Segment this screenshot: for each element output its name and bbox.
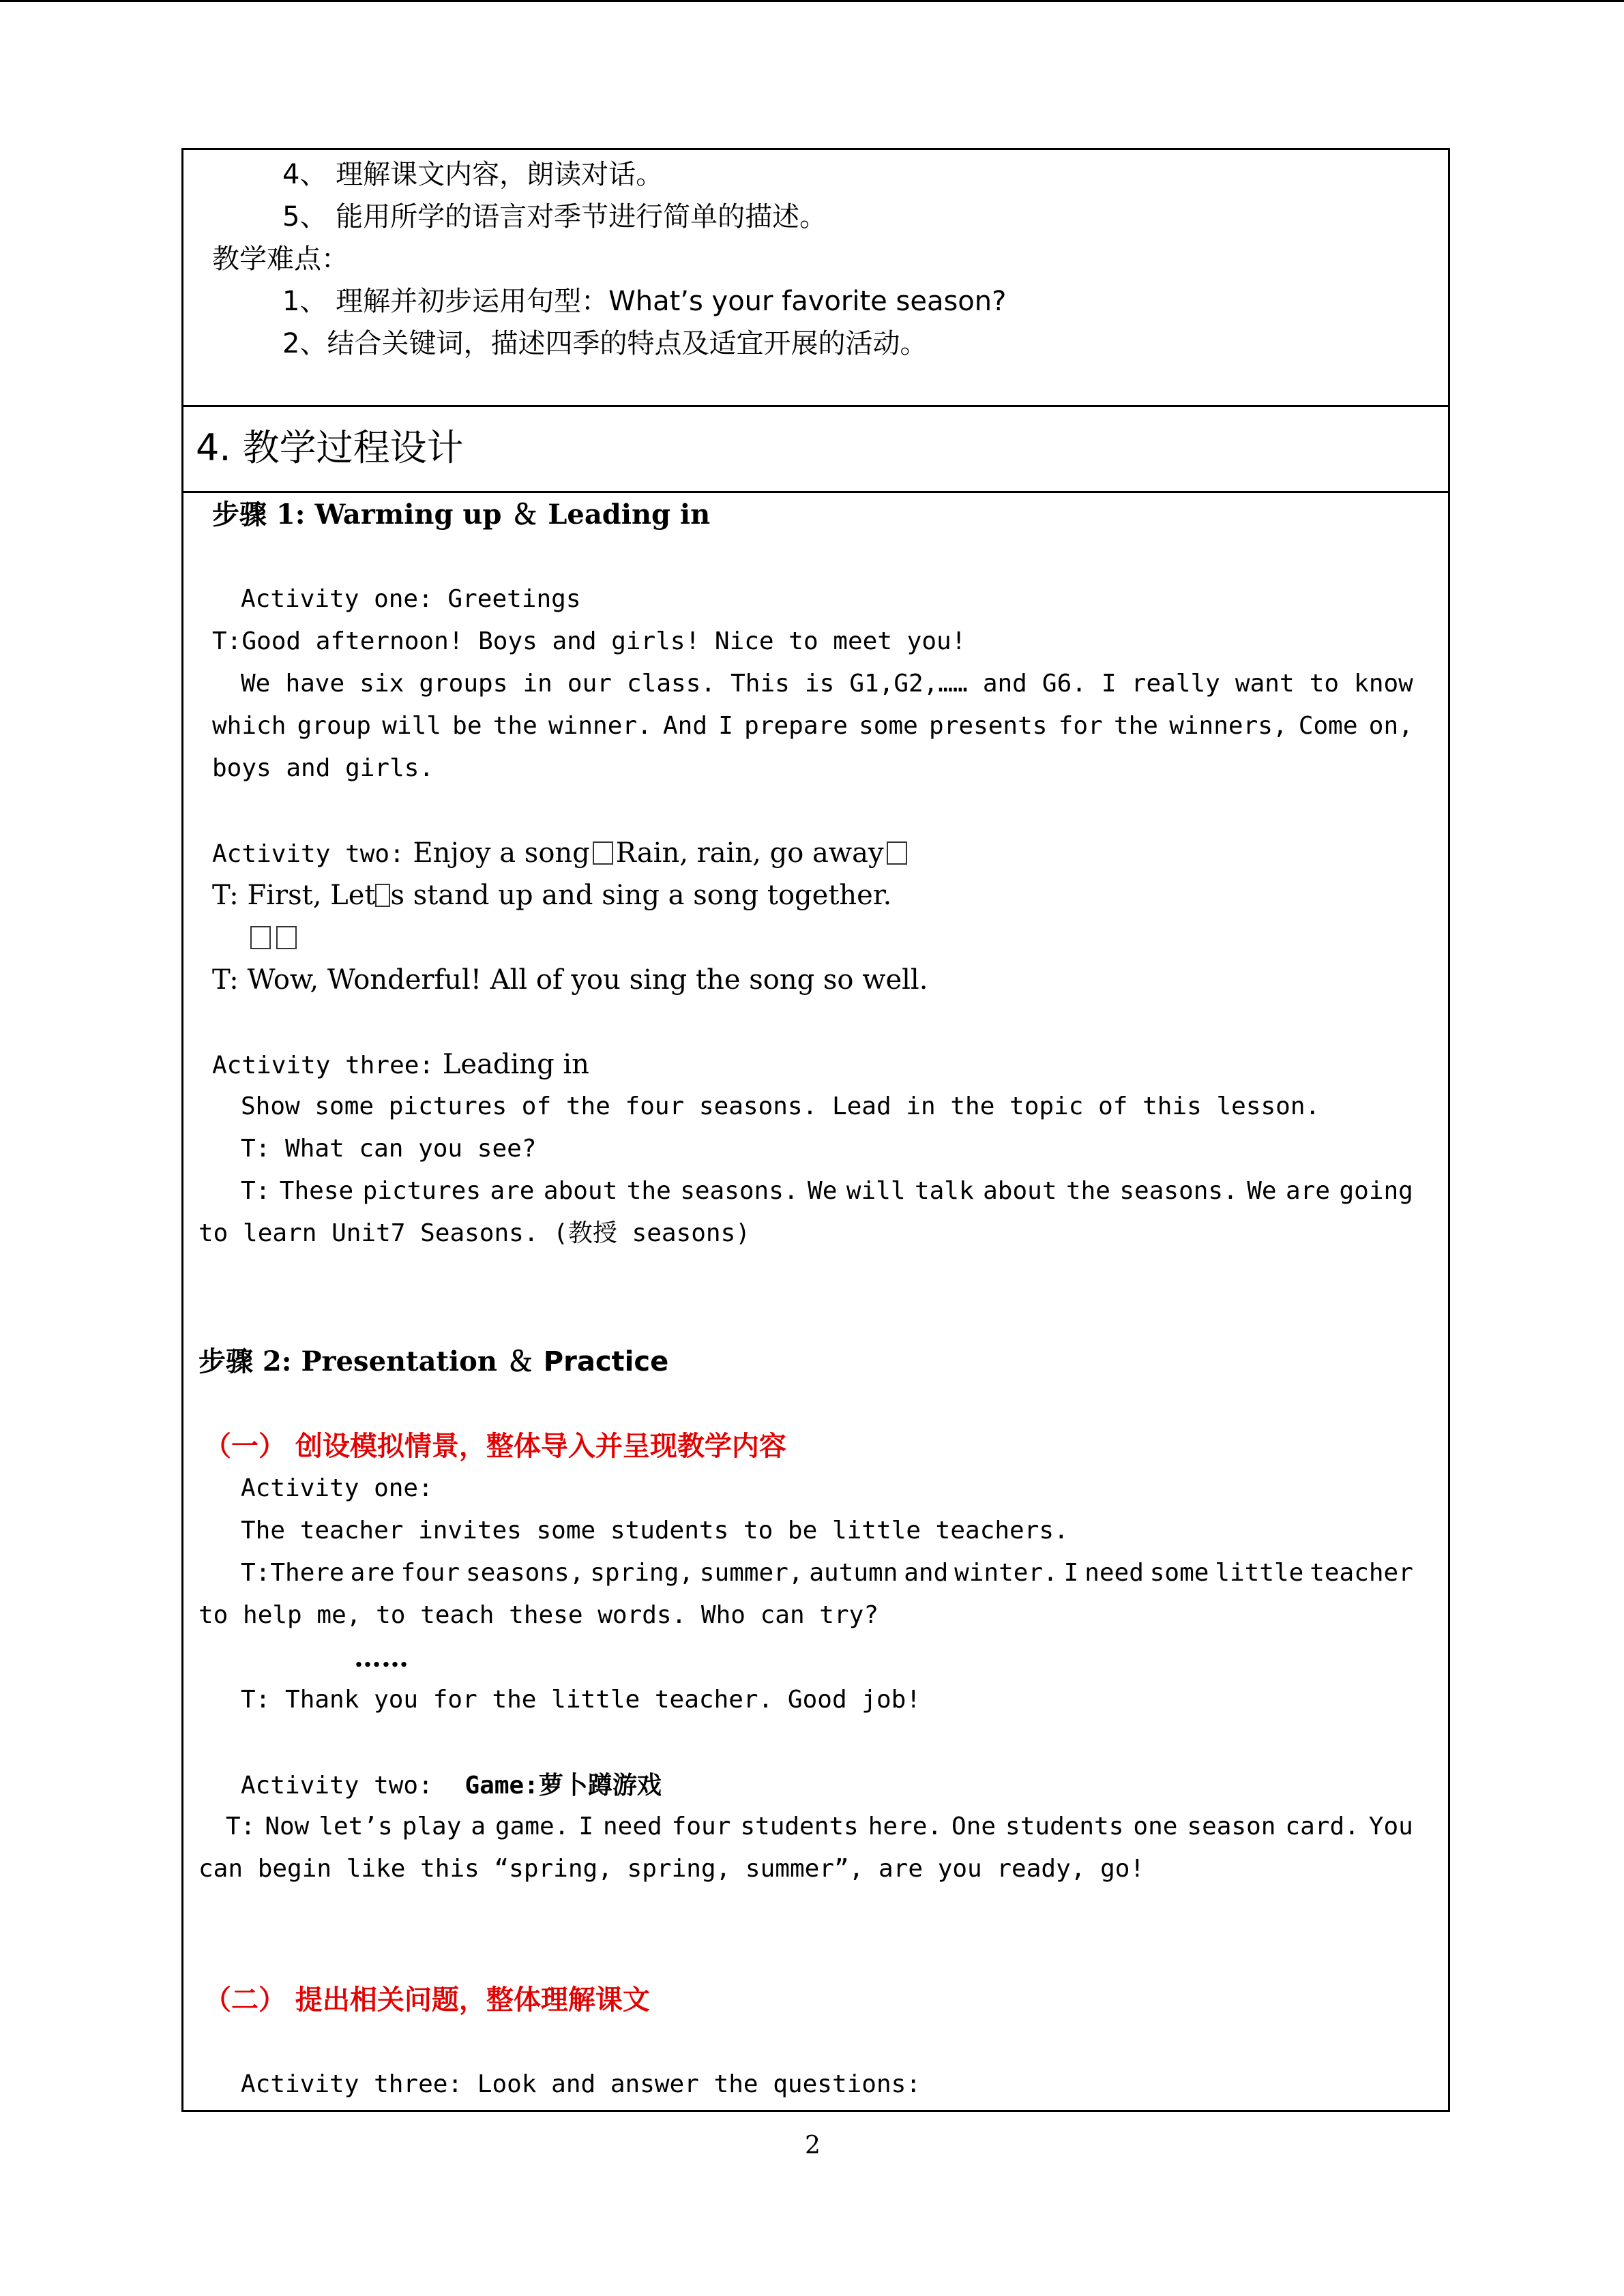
a1-title: Activity one: Greetings: [241, 585, 581, 613]
missing-glyph-icon: [276, 926, 297, 949]
b1-line-1: The teacher invites some students to be little teachers.: [241, 1517, 1069, 1545]
a1-line-4: boys and girls.: [212, 754, 434, 782]
missing-glyph-icon: [375, 884, 390, 907]
a3-line-4: to learn Unit7 Seasons. (教授 seasons): [198, 1219, 750, 1247]
page-number: 2: [805, 2132, 821, 2160]
missing-glyph-icon: [887, 841, 907, 865]
a1-line-2: We have six groups in our class. This is G1,G2,…… and G6. I really want to know: [241, 670, 1413, 698]
b2-line-2: can begin like this “spring, spring, summer”, are you ready, go!: [198, 1855, 1145, 1883]
missing-glyph-icon: [250, 926, 271, 949]
step1-title: 步骤 1: Warming up ＆ Leading in: [212, 498, 711, 531]
difficulty-2: 2、结合关键词，描述四季的特点及适宜开展的活动。: [282, 328, 928, 359]
section-heading-cell: [181, 407, 1450, 493]
objective-5: 5、 能用所学的语言对季节进行简单的描述。: [282, 201, 827, 233]
a3-line-3: T: These pictures are about the seasons. We will talk about the seasons. We are going: [241, 1177, 1413, 1205]
difficulty-1: 1、 理解并初步运用句型：What’s your favorite season?: [282, 286, 1007, 317]
a3-title: Activity three: Leading in: [212, 1049, 589, 1080]
a2-placeholder-boxes: [248, 921, 299, 954]
a3-line-2: T: What can you see?: [241, 1135, 537, 1163]
b1-ellipsis: ……: [354, 1641, 409, 1673]
missing-glyph-icon: [593, 841, 613, 865]
a3-line-1: Show some pictures of the four seasons. Lead in the topic of this lesson.: [241, 1092, 1320, 1120]
objectives-cell: [181, 148, 1450, 407]
a2-line-1: T: First, Let s stand up and sing a song together.: [212, 880, 892, 911]
section-title: 4. 教学过程设计: [196, 426, 464, 469]
objective-4: 4、 理解课文内容，朗读对话。: [282, 159, 664, 190]
step2-title: 步骤 2: Presentation ＆ Practice: [198, 1345, 669, 1377]
b3-title: Activity three: Look and answer the questions:: [241, 2070, 921, 2098]
b2-title: Activity two: Game:萝卜蹲游戏: [241, 1772, 662, 1800]
a1-line-1: T:Good afternoon! Boys and girls! Nice to meet you!: [212, 627, 966, 655]
a2-title: Activity two: Enjoy a song Rain, rain, go away: [212, 837, 910, 871]
difficulty-label: 教学难点：: [212, 243, 349, 275]
b1-title: Activity one:: [241, 1474, 433, 1502]
part2-title: （二） 提出相关问题，整体理解课文: [204, 1984, 650, 2016]
b2-line-1: T: Now let’s play a game. I need four students here. One students one season card. You: [226, 1813, 1413, 1840]
a1-line-3: which group will be the winner. And I prepare some presents for the winners, Come on,: [212, 712, 1413, 740]
b1-line-4: T: Thank you for the little teacher. Good job!: [241, 1686, 921, 1714]
top-edge-line: [0, 0, 1624, 2]
b1-line-2: T:There are four seasons, spring, summer, autumn and winter. I need some little teacher: [241, 1559, 1413, 1587]
part1-title: （一） 创设模拟情景，整体导入并呈现教学内容: [204, 1431, 786, 1462]
a2-line-3: T: Wow, Wonderful! All of you sing the song so well.: [212, 964, 928, 996]
b1-line-3: to help me, to teach these words. Who can try?: [198, 1601, 879, 1629]
process-cell: [181, 493, 1450, 2112]
